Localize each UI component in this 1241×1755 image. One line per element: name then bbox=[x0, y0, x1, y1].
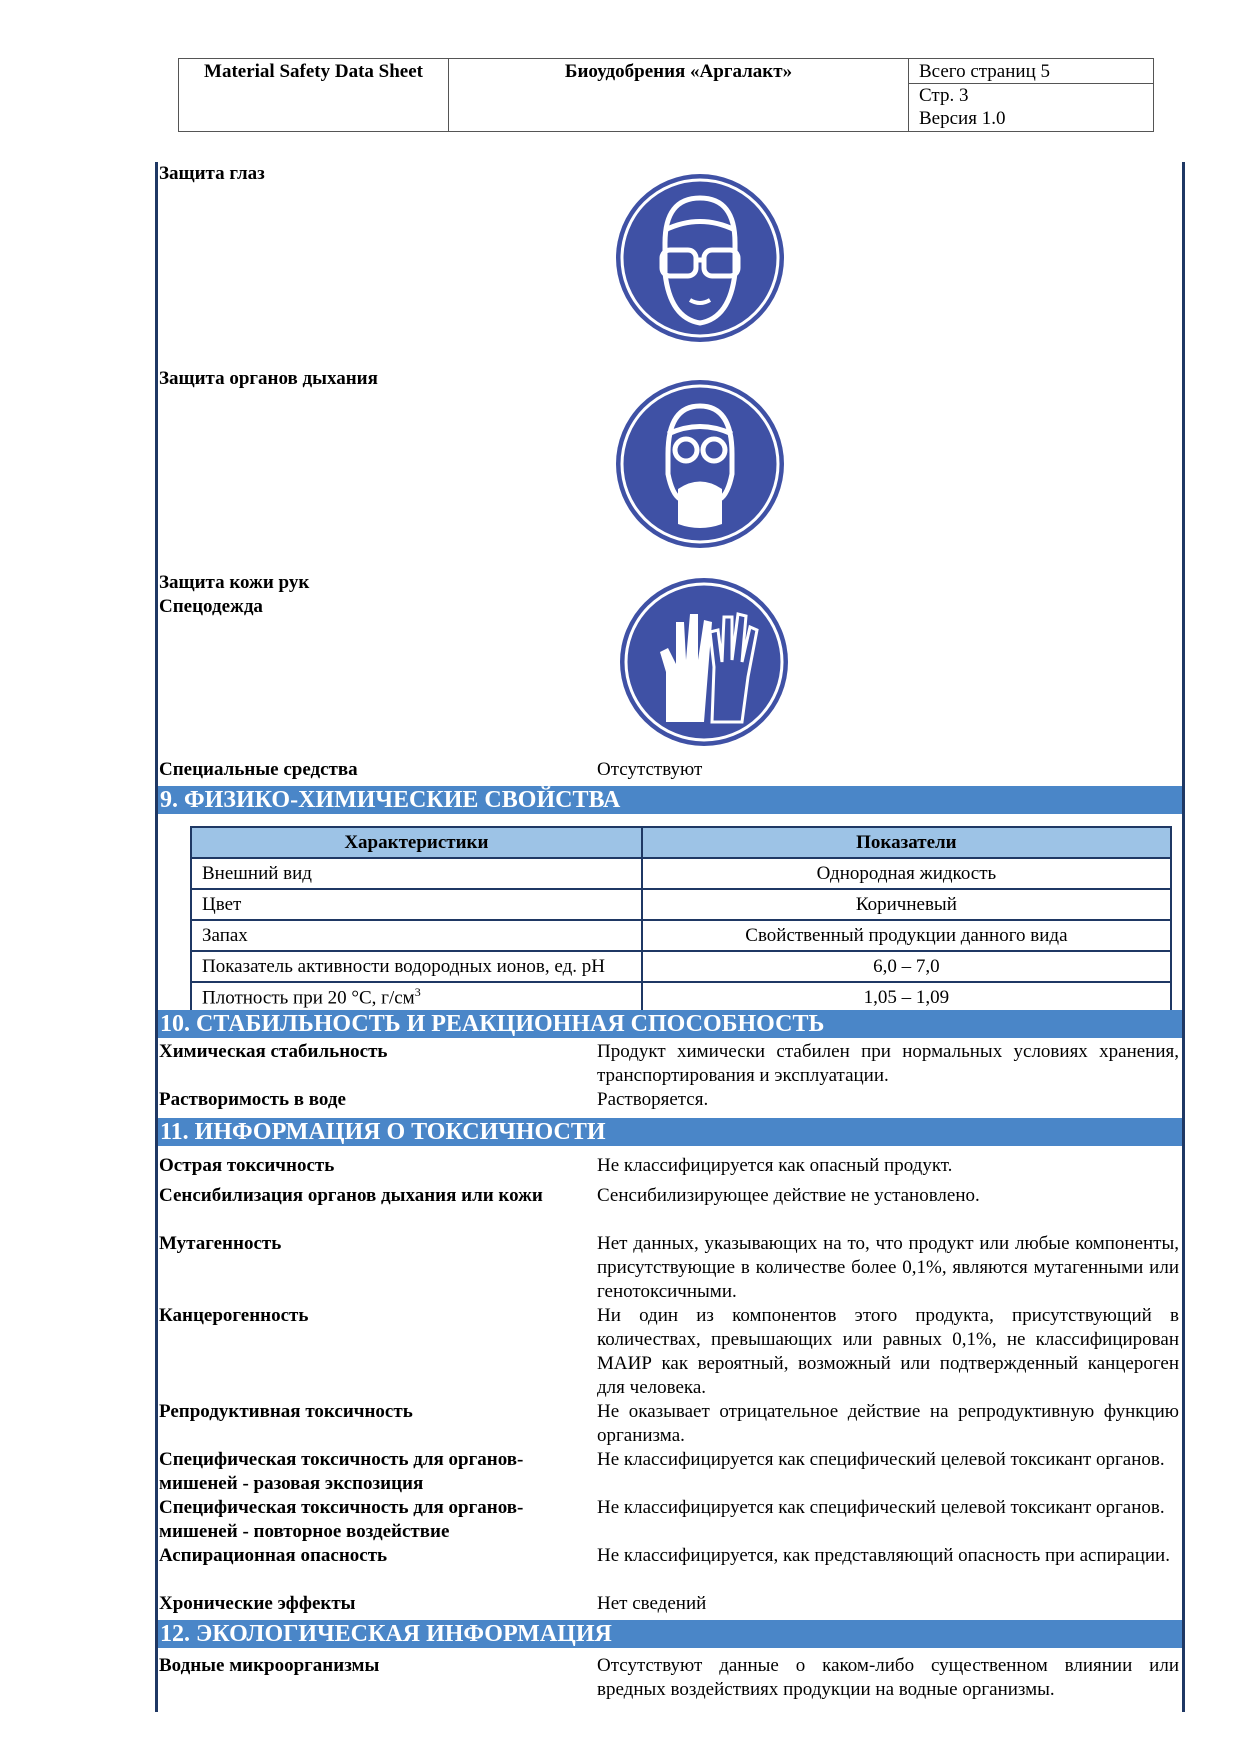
label-acute-toxicity: Острая токсичность bbox=[159, 1155, 335, 1176]
header-page: Стр. 3 bbox=[919, 85, 969, 106]
label-mutagenicity: Мутагенность bbox=[159, 1233, 282, 1254]
property-name bbox=[191, 982, 642, 1013]
value-aquatic-microorganisms: Отсутствуют данные о каком-либо существенном влиянии или вредных воздействиях продукции на водные организмы. bbox=[597, 1655, 1179, 1700]
property-name-text: Плотность при 20 °С, г/см bbox=[202, 987, 415, 1009]
section-11-title: 11. ИНФОРМАЦИЯ О ТОКСИЧНОСТИ bbox=[158, 1118, 1182, 1146]
section-9-title: 9. ФИЗИКО-ХИМИЧЕСКИЕ СВОЙСТВА bbox=[158, 786, 1182, 814]
value-chemical-stability: Продукт химически стабилен при нормальных условиях хранения, транспортирования и эксплуатации. bbox=[597, 1041, 1179, 1086]
label-reproductive-toxicity: Репродуктивная токсичность bbox=[159, 1401, 413, 1422]
property-name: Показатель активности водородных ионов, ед. рН bbox=[191, 951, 642, 982]
physchem-properties-table bbox=[190, 826, 1172, 1014]
label-stot-repeated: Специфическая токсичность для органов-мишеней - повторное воздействие bbox=[159, 1497, 524, 1542]
label-aquatic-microorganisms: Водные микроорганизмы bbox=[159, 1655, 380, 1676]
table-row bbox=[191, 920, 1171, 951]
frame-left-border bbox=[155, 162, 158, 1712]
header-total-pages: Всего страниц 5 bbox=[919, 61, 1050, 82]
header-version: Версия 1.0 bbox=[919, 108, 1006, 129]
property-name: Запах bbox=[191, 920, 642, 951]
label-water-solubility: Растворимость в воде bbox=[159, 1089, 346, 1110]
header-product: Биоудобрения «Аргалакт» bbox=[449, 59, 909, 131]
label-chemical-stability: Химическая стабильность bbox=[159, 1041, 388, 1062]
header-doc-type: Material Safety Data Sheet bbox=[179, 59, 449, 131]
table-header-characteristics: Характеристики bbox=[191, 827, 642, 858]
property-value: Однородная жидкость bbox=[642, 858, 1171, 889]
table-row bbox=[191, 982, 1171, 1013]
value-reproductive-toxicity: Не оказывает отрицательное действие на репродуктивную функцию организма. bbox=[597, 1401, 1179, 1446]
table-row bbox=[191, 951, 1171, 982]
value-stot-single: Не классифицируется как специфический целевой токсикант органов. bbox=[597, 1449, 1165, 1470]
value-acute-toxicity: Не классифицируется как опасный продукт. bbox=[597, 1155, 953, 1176]
property-value: Свойственный продукции данного вида bbox=[642, 920, 1171, 951]
eye-protection-icon bbox=[610, 168, 790, 348]
value-chronic-effects: Нет сведений bbox=[597, 1593, 707, 1614]
respirator-icon bbox=[610, 374, 790, 554]
table-row bbox=[191, 889, 1171, 920]
property-value: 1,05 – 1,09 bbox=[642, 982, 1171, 1013]
value-aspiration-hazard: Не классифицируется, как представляющий опасность при аспирации. bbox=[597, 1545, 1170, 1566]
label-stot-single: Специфическая токсичность для органов-мишеней - разовая экспозиция bbox=[159, 1449, 524, 1494]
gloves-icon bbox=[614, 572, 794, 752]
document-header bbox=[178, 58, 1154, 132]
label-eye-protection: Защита глаз bbox=[159, 163, 265, 184]
value-carcinogenicity: Ни один из компонентов этого продукта, присутствующий в количествах, превышающих или равных 0,1%, не классифицирован МАИР как вероятный, возможный или подтвержденный канцероген для человека. bbox=[597, 1305, 1179, 1398]
table-header-values: Показатели bbox=[642, 827, 1171, 858]
value-mutagenicity: Нет данных, указывающих на то, что продукт или любые компоненты, присутствующие в количестве более 0,1%, являются мутагенными или генотоксичными. bbox=[597, 1233, 1179, 1302]
section-12-title: 12. ЭКОЛОГИЧЕСКАЯ ИНФОРМАЦИЯ bbox=[158, 1620, 1182, 1648]
section-10-title: 10. СТАБИЛЬНОСТЬ И РЕАКЦИОННАЯ СПОСОБНОСТЬ bbox=[158, 1010, 1182, 1038]
label-respiratory-protection: Защита органов дыхания bbox=[159, 368, 378, 389]
property-name: Цвет bbox=[191, 889, 642, 920]
header-page-info bbox=[909, 59, 1153, 131]
property-value: Коричневый bbox=[642, 889, 1171, 920]
label-chronic-effects: Хронические эффекты bbox=[159, 1593, 356, 1614]
superscript: 3 bbox=[414, 985, 421, 1000]
value-sensitization: Сенсибилизирующее действие не установлено. bbox=[597, 1185, 980, 1206]
label-sensitization: Сенсибилизация органов дыхания или кожи bbox=[159, 1185, 543, 1206]
frame-right-border bbox=[1182, 162, 1185, 1712]
label-hand-protection: Защита кожи рук bbox=[159, 572, 310, 593]
label-aspiration-hazard: Аспирационная опасность bbox=[159, 1545, 388, 1566]
table-row bbox=[191, 858, 1171, 889]
property-value: 6,0 – 7,0 bbox=[642, 951, 1171, 982]
label-carcinogenicity: Канцерогенность bbox=[159, 1305, 309, 1326]
value-water-solubility: Растворяется. bbox=[597, 1089, 709, 1110]
property-name: Внешний вид bbox=[191, 858, 642, 889]
value-stot-repeated: Не классифицируется как специфический целевой токсикант органов. bbox=[597, 1497, 1165, 1518]
label-workwear: Спецодежда bbox=[159, 596, 263, 617]
label-special-equipment: Специальные средства bbox=[159, 759, 358, 780]
value-special-equipment: Отсутствуют bbox=[597, 759, 703, 780]
